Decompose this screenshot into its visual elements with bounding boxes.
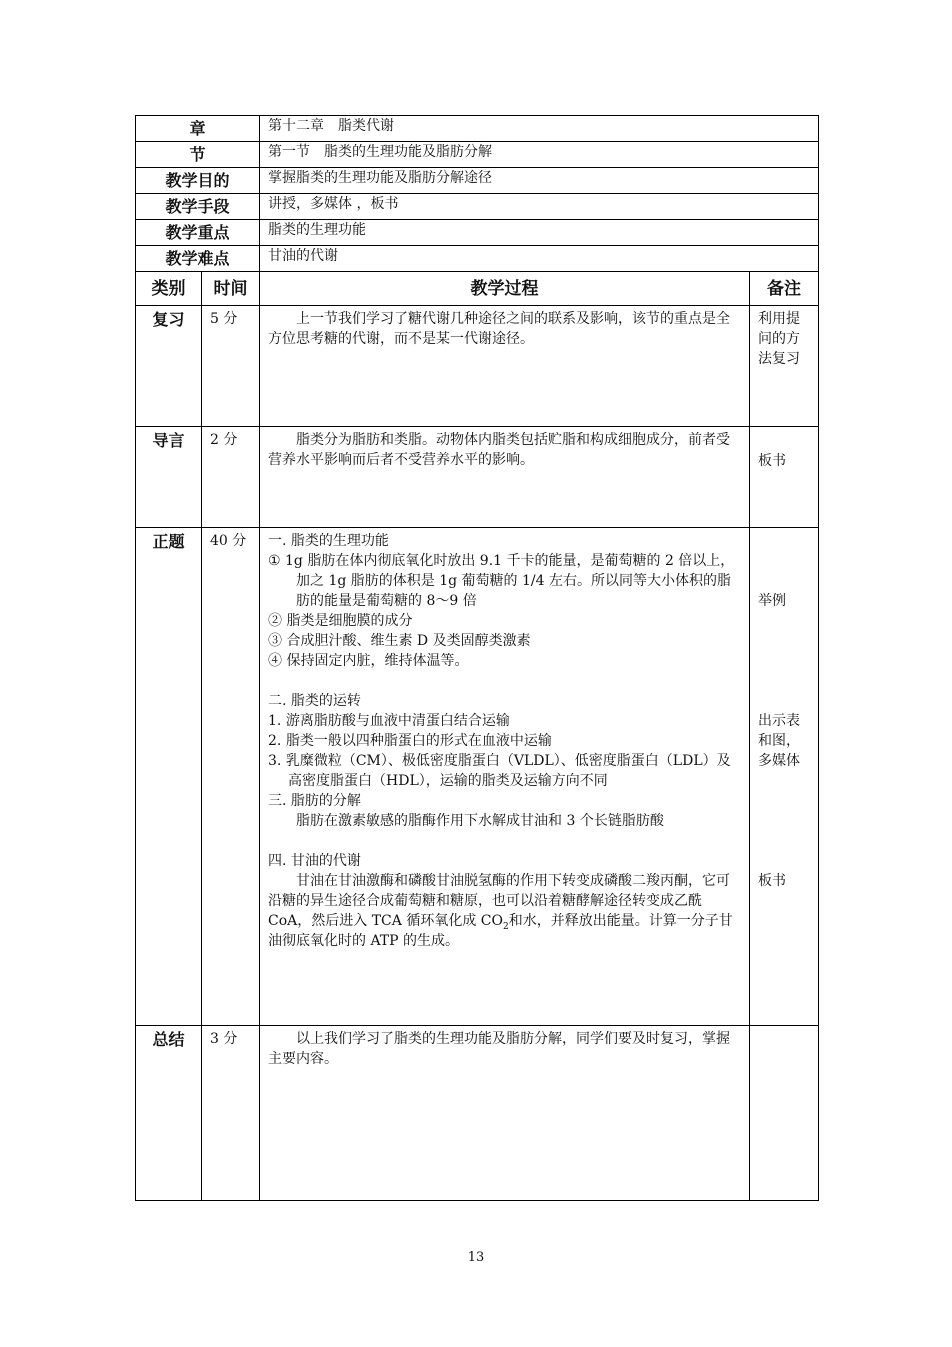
section-2-title: 二. 脂类的运转 <box>268 693 361 709</box>
intro-time: 2 分 <box>202 427 260 528</box>
summary-category: 总结 <box>136 1026 202 1201</box>
main-row <box>136 528 819 1026</box>
section-1-title: 一. 脂类的生理功能 <box>268 533 389 549</box>
objective-value: 掌握脂类的生理功能及脂肪分解途径 <box>260 168 819 194</box>
note-example: 举例 <box>758 593 787 609</box>
header-row-chapter <box>136 116 819 142</box>
intro-note: 板书 <box>758 453 787 469</box>
header-row-method <box>136 194 819 220</box>
section-4-text <box>268 871 743 951</box>
co2-subscript: 2 <box>502 921 509 932</box>
difficulty-label: 教学难点 <box>136 246 260 272</box>
review-time: 5 分 <box>202 306 260 427</box>
chapter-label: 章 <box>136 116 260 142</box>
main-note-cell <box>750 528 819 1026</box>
note-board: 板书 <box>758 873 787 889</box>
intro-text-cell <box>260 427 750 528</box>
section-2-item: 3. 乳糜微粒（CM）、极低密度脂蛋白（VLDL）、低密度脂蛋白（LDL）及高密度脂蛋白（HDL），运输的脂类及运输方向不同 <box>268 753 731 789</box>
main-category: 正题 <box>136 528 202 1026</box>
summary-row <box>136 1026 819 1201</box>
review-category: 复习 <box>136 306 202 427</box>
summary-note <box>750 1026 819 1201</box>
intro-category: 导言 <box>136 427 202 528</box>
column-time: 时间 <box>202 272 260 306</box>
review-note: 利用提问的方法复习 <box>750 306 819 427</box>
header-row-section <box>136 142 819 168</box>
section-2-item: 2. 脂类一般以四种脂蛋白的形式在血液中运输 <box>268 733 552 749</box>
intro-row <box>136 427 819 528</box>
method-value: 讲授，多媒体 ，板书 <box>260 194 819 220</box>
page-number: 13 <box>467 1250 485 1265</box>
review-row <box>136 306 819 427</box>
summary-text-cell <box>260 1026 750 1201</box>
review-text-cell <box>260 306 750 427</box>
intro-note-cell <box>750 427 819 528</box>
header-row-focus <box>136 220 819 246</box>
section-4-title: 四. 甘油的代谢 <box>268 853 361 869</box>
main-time: 40 分 <box>202 528 260 1026</box>
lesson-plan-table <box>135 115 819 1201</box>
focus-value: 脂类的生理功能 <box>260 220 819 246</box>
section-value: 第一节 脂类的生理功能及脂肪分解 <box>260 142 819 168</box>
method-label: 教学手段 <box>136 194 260 220</box>
column-header-row <box>136 272 819 306</box>
section-2-item: 1. 游离脂肪酸与血液中清蛋白结合运输 <box>268 713 510 729</box>
section-1-item: ② 脂类是细胞膜的成分 <box>268 613 413 629</box>
section-1-item: ③ 合成胆汁酸、维生素 D 及类固醇类激素 <box>268 633 531 649</box>
objective-label: 教学目的 <box>136 168 260 194</box>
section-4-text-a: 甘油在甘油激酶和磷酸甘油脱氢酶的作用下转变成磷酸二羧丙酮，它可沿糖的异生途径合成葡萄糖和糖原，也可以沿着糖酵解途径转变成乙酰 CoA，然后进入 TCA 循环氧化成 CO <box>268 873 731 929</box>
main-text-cell <box>260 528 750 1026</box>
section-1-item: ① 1g 脂肪在体内彻底氧化时放出 9.1 千卡的能量，是葡萄糖的 2 倍以上，加之 1g 脂肪的体积是 1g 葡萄糖的 1/4 左右。所以同等大小体积的脂肪的能量是葡萄糖的 8～9 倍 <box>268 553 735 609</box>
difficulty-value: 甘油的代谢 <box>260 246 819 272</box>
review-text: 上一节我们学习了糖代谢几种途径之间的联系及影响，该节的重点是全方位思考糖的代谢，而不是某一代谢途径。 <box>268 311 731 347</box>
note-media: 出示表和图，多媒体 <box>758 713 801 769</box>
focus-label: 教学重点 <box>136 220 260 246</box>
header-row-objective <box>136 168 819 194</box>
section-3-title: 三. 脂肪的分解 <box>268 793 361 809</box>
chapter-value: 第十二章 脂类代谢 <box>260 116 819 142</box>
section-3-text: 脂肪在激素敏感的脂酶作用下水解成甘油和 3 个长链脂肪酸 <box>296 813 664 829</box>
summary-time: 3 分 <box>202 1026 260 1201</box>
header-row-difficulty <box>136 246 819 272</box>
section-1-item: ④ 保持固定内脏，维持体温等。 <box>268 653 469 669</box>
column-process: 教学过程 <box>260 272 750 306</box>
column-category: 类别 <box>136 272 202 306</box>
section-4-text-b: 和水，并释放出能量。计算一分子甘油彻底氧化时的 ATP 的生成。 <box>268 913 733 949</box>
section-label: 节 <box>136 142 260 168</box>
intro-text: 脂类分为脂肪和类脂。动物体内脂类包括贮脂和构成细胞成分，前者受营养水平影响而后者不受营养水平的影响。 <box>268 432 731 468</box>
column-notes: 备注 <box>750 272 819 306</box>
summary-text: 以上我们学习了脂类的生理功能及脂肪分解，同学们要及时复习，掌握主要内容。 <box>268 1031 731 1067</box>
